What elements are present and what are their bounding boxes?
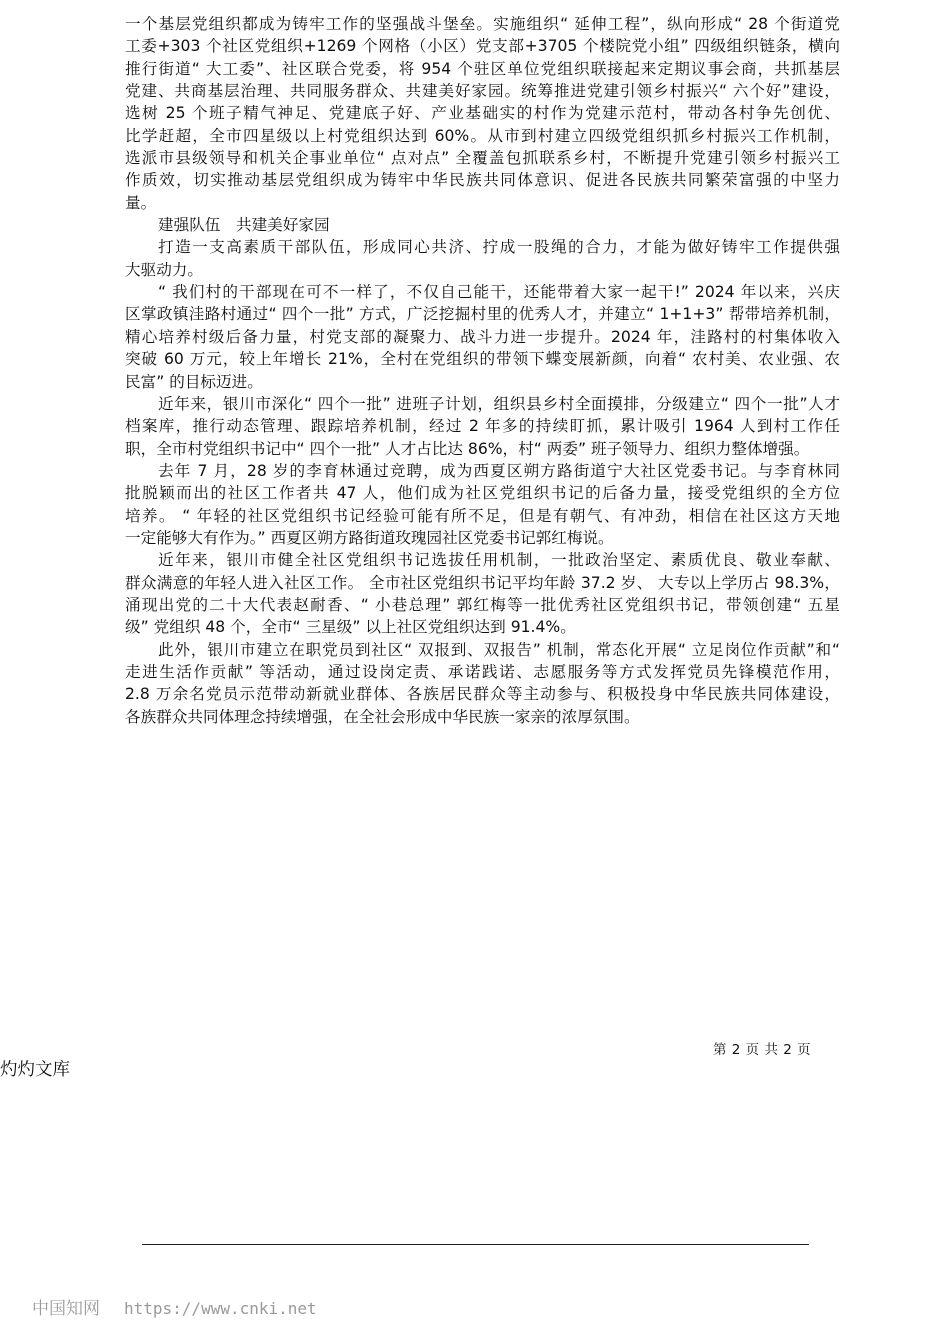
- text-line: 走进生活作贡献” 等活动，通过设岗定责、承诺践诺、志愿服务等方式发挥党员先锋模范作用，: [125, 662, 840, 681]
- text-line: 涌现出党的二十大代表赵耐香、“ 小巷总理” 郭红梅等一批优秀社区党组织书记，带领创建“ 五星: [125, 595, 840, 614]
- text-line: 职，全市村党组织书记中“ 四个一批” 人才占比达 86%，村“ 两委” 班子领导力、组织力整体增强。: [125, 439, 810, 458]
- section-heading: [125, 214, 840, 236]
- paragraph: [125, 460, 840, 549]
- divider: [142, 1244, 809, 1245]
- text-line: 此外，银川市建立在职党员到社区“ 双报到、双报告” 机制，常态化开展“ 立足岗位作贡献”和“: [158, 640, 840, 659]
- text-line: 比学赶超，全市四星级以上村党组织达到 60%。从市到村建立四级党组织抓乡村振兴工作机制，: [125, 126, 840, 145]
- text-line: 选树 25 个班子精气神足、党建底子好、产业基础实的村作为党建示范村，带动各村争先创优、: [125, 104, 840, 123]
- text-line: 各族群众共同体理念持续增强，在全社会形成中华民族一家亲的浓厚氛围。: [125, 707, 640, 726]
- text-line: 级” 党组织 48 个，全市“ 三星级” 以上社区党组织达到 91.4%。: [125, 618, 576, 637]
- text-line: 一定能够大有作为。” 西夏区朔方路街道玫瑰园社区党委书记郭红梅说。: [125, 528, 614, 547]
- text-line: 推行街道“ 大工委”、社区联合党委，将 954 个驻区单位党组织联接起来定期议事会商，共抓基层: [125, 59, 840, 78]
- text-line: 去年 7 月，28 岁的李育林通过竞聘，成为西夏区朔方路街道宁大社区党委书记。与李育林同: [158, 461, 840, 480]
- text-line: 打造一支高素质干部队伍，形成同心共济、拧成一股绳的合力，才能为做好铸牢工作提供强: [158, 238, 840, 257]
- text-line: 培养。 “ 年轻的社区党组织书记经验可能有所不足，但是有朝气、有冲劲，相信在社区这方天地: [125, 506, 840, 525]
- text-line: 档案库，推行动态管理、跟踪培养机制，经过 2 年多的持续盯抓，累计吸引 1964 人到村工作任: [125, 417, 840, 436]
- text-line: 一个基层党组织都成为铸牢工作的坚强战斗堡垒。实施组织“ 延伸工程”，纵向形成“ 28 个街道党: [125, 15, 840, 33]
- source-name: 中国知网: [32, 1299, 100, 1319]
- text-line: 民富” 的目标迈进。: [125, 372, 263, 391]
- page-number: 第 2 页 共 2 页: [713, 1042, 812, 1058]
- text-line: 突破 60 万元，较上年增长 21%，全村在党组织的带领下蝶变展新颜，向着“ 农村美、农业强、农: [125, 350, 840, 369]
- text-line: “ 我们村的干部现在可不一样了，不仅自己能干，还能带着大家一起干!” 2024 年以来，兴庆: [158, 283, 840, 302]
- text-line: 选派市县级领导和机关企事业单位“ 点对点” 全覆盖包抓联系乡村，不断提升党建引领乡村振兴工: [125, 149, 840, 168]
- text-line: 近年来，银川市深化“ 四个一批” 进班子计划，组织县乡村全面摸排，分级建立“ 四个一批”人才: [158, 394, 840, 413]
- paragraph: [125, 281, 840, 393]
- paragraph: [125, 13, 840, 214]
- article-body: [125, 13, 840, 728]
- text-line: 量。: [125, 193, 157, 212]
- source-footer: [32, 1294, 317, 1319]
- text-line: 大驱动力。: [125, 260, 203, 279]
- text-line: 作质效，切实推动基层党组织成为铸牢中华民族共同体意识、促进各民族共同繁荣富强的中坚力: [125, 171, 840, 190]
- paragraph: [125, 549, 840, 638]
- text-line: 近年来，银川市健全社区党组织书记选拔任用机制，一批政治坚定、素质优良、敬业奉献、: [158, 551, 840, 570]
- text-line: 区掌政镇洼路村通过“ 四个一批” 方式，广泛挖掘村里的优秀人才，并建立“ 1+1+3” 帮带培养机制，: [125, 305, 840, 324]
- watermark-text: 灼灼文库: [0, 1060, 70, 1080]
- source-url-link[interactable]: https://www.cnki.net: [124, 1299, 317, 1318]
- text-line: 工委+303 个社区党组织+1269 个网格（小区）党支部+3705 个楼院党小组” 四级组织链条，横向: [125, 37, 840, 56]
- text-line: 建强队伍 共建美好家园: [158, 216, 330, 235]
- text-line: 2.8 万余名党员示范带动新就业群体、各族居民群众等主动参与、积极投身中华民族共同体建设，: [125, 685, 840, 704]
- text-line: 群众满意的年轻人进入社区工作。 全市社区党组织书记平均年龄 37.2 岁、 大专以上学历占 98.3%，: [125, 573, 840, 592]
- paragraph: [125, 393, 840, 460]
- paragraph: [125, 236, 840, 281]
- paragraph: [125, 639, 840, 728]
- text-line: 批脱颖而出的社区工作者共 47 人，他们成为社区党组织书记的后备力量，接受党组织的全方位: [125, 484, 840, 503]
- text-line: 精心培养村级后备力量，村党支部的凝聚力、战斗力进一步提升。2024 年，洼路村的村集体收入: [125, 327, 840, 346]
- text-line: 党建、共商基层治理、共同服务群众、共建美好家园。统筹推进党建引领乡村振兴“ 六个好”建设，: [125, 82, 840, 101]
